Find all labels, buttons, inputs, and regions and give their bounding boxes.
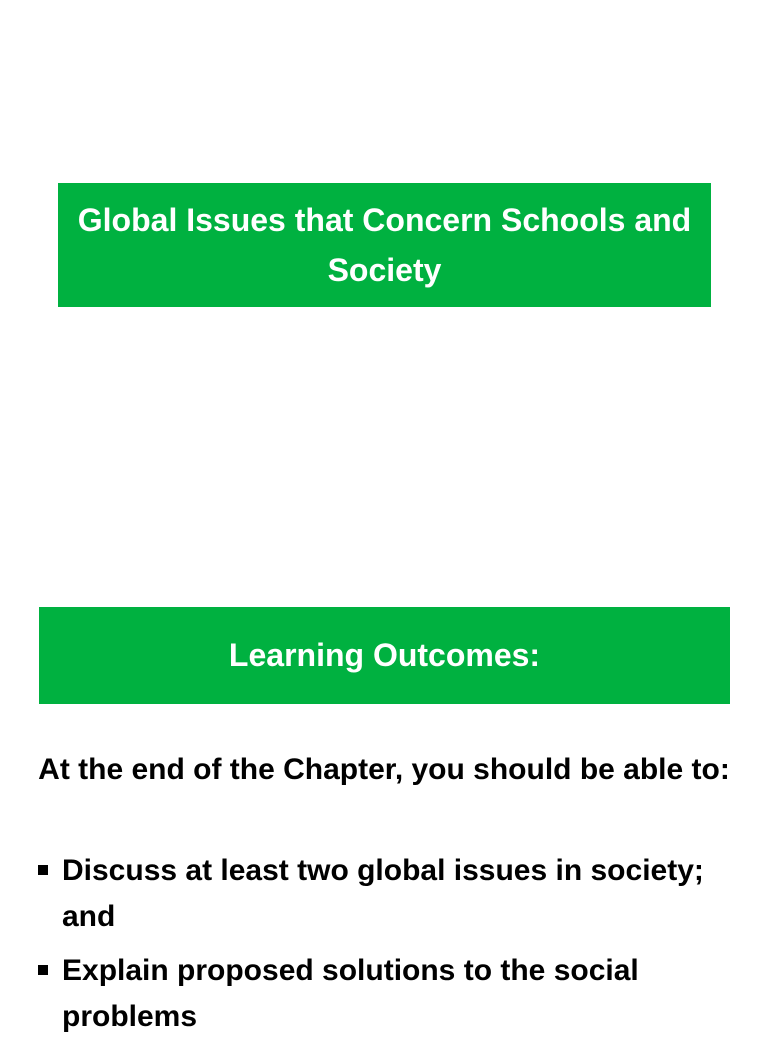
list-item (36, 848, 736, 940)
list-item-text: Explain proposed solutions to the social problems (62, 954, 639, 1033)
square-bullet-icon (38, 865, 48, 875)
outcomes-list (36, 848, 736, 1048)
learning-outcomes-heading: Learning Outcomes: (228, 637, 541, 673)
list-item-text: Discuss at least two global issues in society; and (62, 854, 704, 933)
intro-text: At the end of the Chapter, you should be able to: (38, 753, 730, 786)
list-item (36, 948, 736, 1040)
title-banner (58, 183, 711, 307)
square-bullet-icon (38, 965, 48, 975)
slide-title: Global Issues that Concern Schools and Society (77, 202, 692, 288)
learning-outcomes-banner (39, 607, 730, 704)
